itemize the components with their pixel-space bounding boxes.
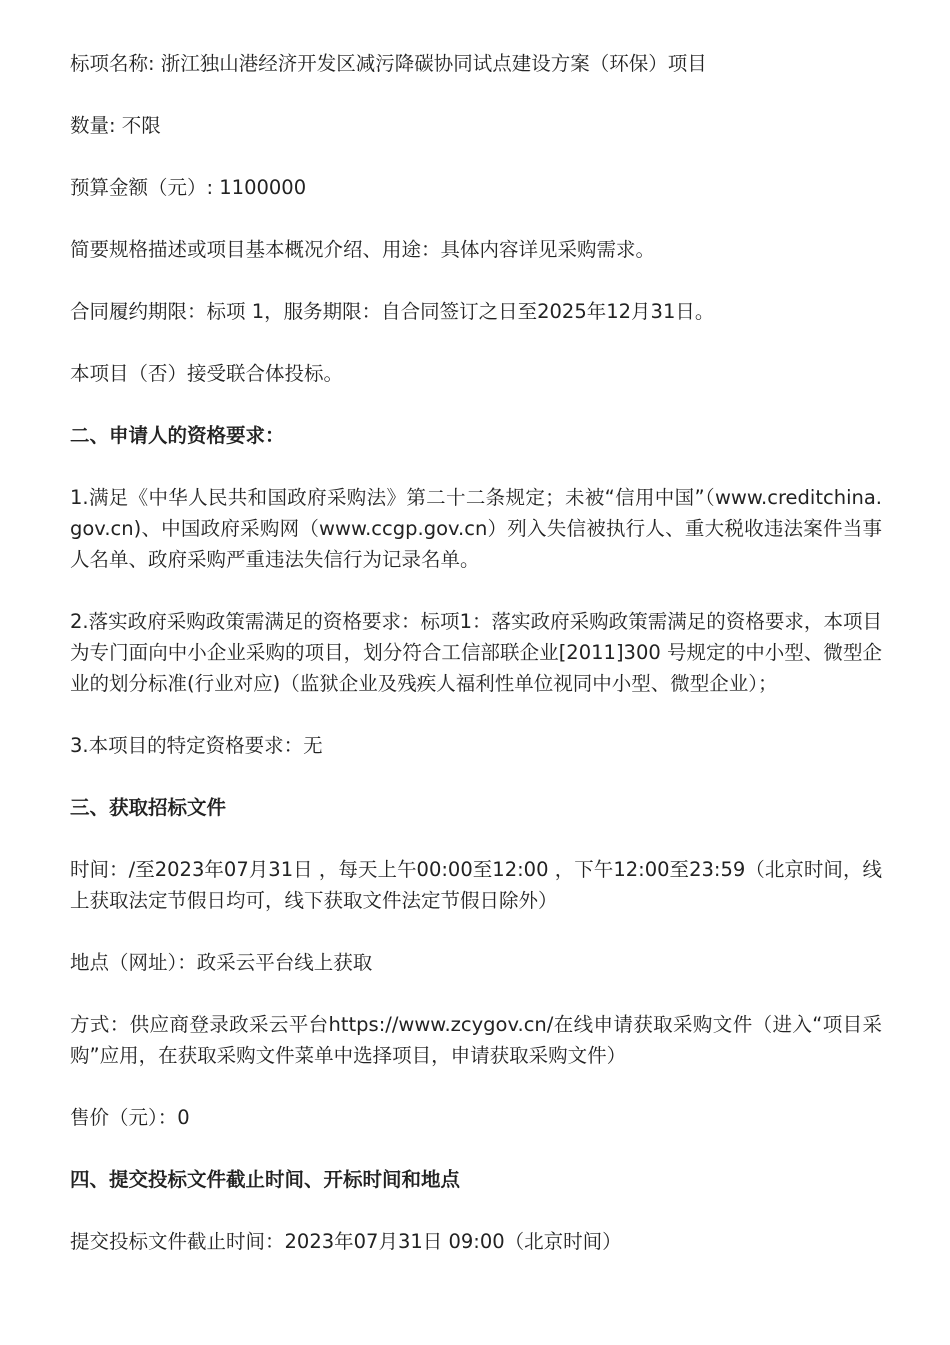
item-name-text: 标项名称: 浙江独山港经济开发区减污降碳协同试点建设方案（环保）项目	[70, 52, 707, 75]
acquisition-place-text: 地点（网址）：政采云平台线上获取	[70, 951, 373, 974]
document-body	[70, 48, 882, 1288]
budget-text: 预算金额（元）: 1100000	[70, 176, 307, 199]
acquisition-time-text: 时间：/至2023年07月31日 ，每天上午00:00至12:00 ，下午12:00至23:59（北京时间，线上获取法定节假日均可，线下获取文件法定节假日除外）	[70, 858, 882, 912]
price-text: 售价（元）：0	[70, 1106, 190, 1129]
section-2-heading: 二、申请人的资格要求：	[70, 424, 285, 447]
contract-period-text: 合同履约期限：标项 1，服务期限：自合同签订之日至2025年12月31日。	[70, 300, 715, 323]
spec-text: 简要规格描述或项目基本概况介绍、用途：具体内容详见采购需求。	[70, 238, 656, 261]
consortium-text: 本项目（否）接受联合体投标。	[70, 362, 344, 385]
section-3-heading: 三、获取招标文件	[70, 796, 227, 819]
section-4-heading: 四、提交投标文件截止时间、开标时间和地点	[70, 1168, 461, 1191]
acquisition-method-text: 方式：供应商登录政采云平台https://www.zcygov.cn/在线申请获取采购文件（进入“项目采购”应用，在获取采购文件菜单中选择项目，申请获取采购文件）	[70, 1013, 882, 1067]
requirement-2-text: 2.落实政府采购政策需满足的资格要求：标项1：落实政府采购政策需满足的资格要求，本项目为专门面向中小企业采购的项目，划分符合工信部联企业[2011]300 号规定的中小型、微型企业的划分标准(行业对应)（监狱企业及残疾人福利性单位视同中小型、微型企业）；	[70, 610, 882, 695]
quantity-text: 数量: 不限	[70, 114, 161, 137]
requirement-1-text: 1.满足《中华人民共和国政府采购法》第二十二条规定；未被“信用中国”（www.creditchina.gov.cn)、中国政府采购网（www.ccgp.gov.cn）列入失信被执行人、重大税收违法案件当事人名单、政府采购严重违法失信行为记录名单。	[70, 486, 882, 571]
requirement-3-text: 3.本项目的特定资格要求：无	[70, 734, 323, 757]
deadline-text: 提交投标文件截止时间：2023年07月31日 09:00（北京时间）	[70, 1230, 622, 1253]
